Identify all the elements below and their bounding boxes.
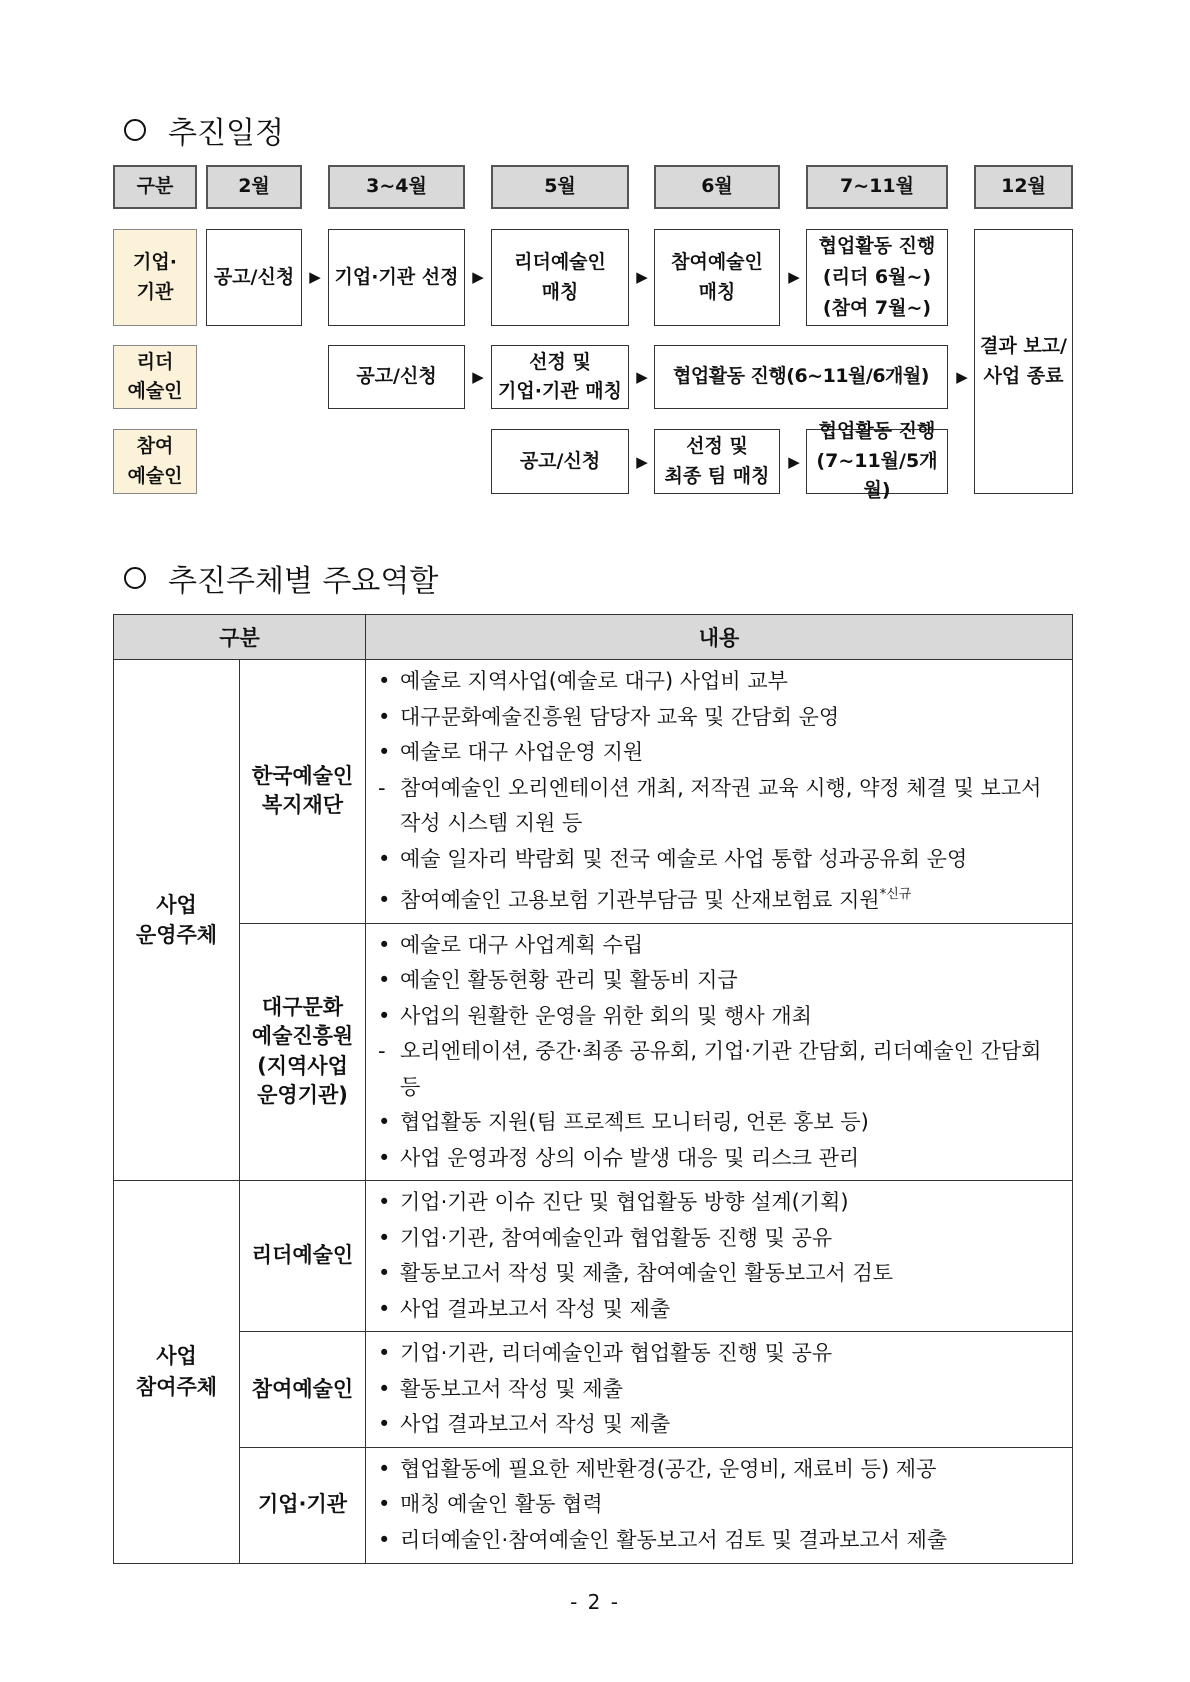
arrow-right-icon: ▶ <box>788 268 800 286</box>
entity-content <box>366 923 1073 1181</box>
schedule-title: 추진일정 <box>168 116 284 151</box>
schedule-header-may: 5월 <box>491 165 629 209</box>
arrow-right-icon: ▶ <box>956 368 968 386</box>
schedule-header-mar-apr: 3~4월 <box>328 165 465 209</box>
arrow-right-icon: ▶ <box>636 453 648 471</box>
list-item: • 활동보고서 작성 및 제출, 참여예술인 활동보고서 검토 <box>378 1261 894 1285</box>
arrow-right-icon: ▶ <box>472 268 484 286</box>
list-item: • 사업의 원활한 운영을 위한 회의 및 행사 개최 <box>378 1003 812 1028</box>
schedule-step: 기업·기관 선정 <box>328 229 465 326</box>
schedule-header-dec: 12월 <box>974 165 1073 209</box>
schedule-header-category: 구분 <box>113 165 197 209</box>
list-subitem: - 참여예술인 오리엔테이션 개최, 저작권 교육 시행, 약정 체결 및 보고서 작성 시스템 지원 등 <box>378 775 1042 835</box>
entity-content <box>366 660 1073 924</box>
schedule-step: 공고/신청 <box>328 345 465 409</box>
arrow-right-icon: ▶ <box>309 268 321 286</box>
group-operator: 사업 운영주체 <box>114 660 240 1181</box>
arrow-right-icon: ▶ <box>636 368 648 386</box>
list-item: • 기업·기관, 리더예술인과 협업활동 진행 및 공유 <box>378 1341 833 1365</box>
entity-content <box>366 1447 1073 1563</box>
circle-bullet-icon <box>124 119 146 141</box>
schedule-step: 공고/신청 <box>206 229 302 326</box>
schedule-header-feb: 2월 <box>206 165 302 209</box>
list-item: • 활동보고서 작성 및 제출 <box>378 1376 623 1401</box>
list-item: • 리더예술인·참여예술인 활동보고서 검토 및 결과보고서 제출 <box>378 1527 948 1552</box>
schedule-step: 선정 및 최종 팀 매칭 <box>654 429 780 494</box>
table-row <box>114 923 1073 1181</box>
arrow-right-icon: ▶ <box>788 453 800 471</box>
entity-name: 참여예술인 <box>240 1332 366 1448</box>
entity-content <box>366 1181 1073 1332</box>
schedule-header-jul-nov: 7~11월 <box>806 165 948 209</box>
schedule-step: 리더예술인 매칭 <box>491 229 629 326</box>
entity-name: 한국예술인 복지재단 <box>240 660 366 924</box>
schedule-final-step: 결과 보고/ 사업 종료 <box>974 229 1073 494</box>
entity-name: 대구문화 예술진흥원 (지역사업 운영기관) <box>240 923 366 1181</box>
schedule-category-participant: 참여 예술인 <box>113 429 197 494</box>
schedule-category-company: 기업· 기관 <box>113 229 197 326</box>
schedule-section-title <box>124 108 284 152</box>
list-subitem: - 오리엔테이션, 중간·최종 공유회, 기업·기관 간담회, 리더예술인 간담회 등 <box>378 1039 1042 1099</box>
schedule-header-jun: 6월 <box>654 165 780 209</box>
circle-bullet-icon <box>124 567 146 589</box>
entity-name: 리더예술인 <box>240 1181 366 1332</box>
roles-title: 추진주체별 주요역할 <box>168 564 439 599</box>
list-item: • 사업 결과보고서 작성 및 제출 <box>378 1412 671 1436</box>
roles-table <box>113 614 1073 1564</box>
table-row <box>114 1181 1073 1332</box>
entity-name: 기업·기관 <box>240 1447 366 1563</box>
schedule-step: 참여예술인 매칭 <box>654 229 780 326</box>
list-item: • 기업·기관, 참여예술인과 협업활동 진행 및 공유 <box>378 1225 833 1250</box>
schedule-category-leader: 리더 예술인 <box>113 345 197 409</box>
list-item: • 예술 일자리 박람회 및 전국 예술로 사업 통합 성과공유회 운영 <box>378 846 968 871</box>
list-item: • 협업활동에 필요한 제반환경(공간, 운영비, 재료비 등) 제공 <box>378 1456 937 1481</box>
list-item: • 사업 결과보고서 작성 및 제출 <box>378 1296 671 1321</box>
schedule-step: 협업활동 진행(6~11월/6개월) <box>654 345 948 409</box>
roles-section-title <box>124 556 438 600</box>
roles-header-category: 구분 <box>114 615 366 660</box>
list-item: • 매칭 예술인 활동 협력 <box>378 1492 603 1516</box>
group-participant: 사업 참여주체 <box>114 1181 240 1564</box>
list-item: • 사업 운영과정 상의 이슈 발생 대응 및 리스크 관리 <box>378 1145 860 1170</box>
table-row <box>114 1447 1073 1563</box>
schedule-step: 협업활동 진행 (7~11월/5개월) <box>806 429 948 494</box>
list-item: • 대구문화예술진흥원 담당자 교육 및 간담회 운영 <box>378 704 840 729</box>
list-item: • 예술인 활동현황 관리 및 활동비 지급 <box>378 968 738 992</box>
schedule-step: 선정 및 기업·기관 매칭 <box>491 345 629 409</box>
arrow-right-icon: ▶ <box>636 268 648 286</box>
table-row <box>114 660 1073 924</box>
page-number: - 2 - <box>570 1590 620 1614</box>
entity-content <box>366 1332 1073 1448</box>
arrow-right-icon: ▶ <box>472 368 484 386</box>
table-row <box>114 1332 1073 1448</box>
list-item: • 예술로 대구 사업계획 수립 <box>378 932 644 957</box>
list-item: • 참여예술인 고용보험 기관부담금 및 산재보험료 지원$^{*신규}$ <box>378 887 912 912</box>
roles-header-row <box>114 615 1073 660</box>
list-item: • 기업·기관 이슈 진단 및 협업활동 방향 설계(기획) <box>378 1190 849 1214</box>
list-item: • 협업활동 지원(팀 프로젝트 모니터링, 언론 홍보 등) <box>378 1110 869 1134</box>
list-item: • 예술로 지역사업(예술로 대구) 사업비 교부 <box>378 669 788 693</box>
schedule-step: 공고/신청 <box>491 429 629 494</box>
schedule-step: 협업활동 진행 (리더 6월~) (참여 7월~) <box>806 229 948 326</box>
new-note: *신규 <box>879 887 912 902</box>
list-item: • 예술로 대구 사업운영 지원 <box>378 740 644 764</box>
roles-header-content: 내용 <box>366 615 1073 660</box>
